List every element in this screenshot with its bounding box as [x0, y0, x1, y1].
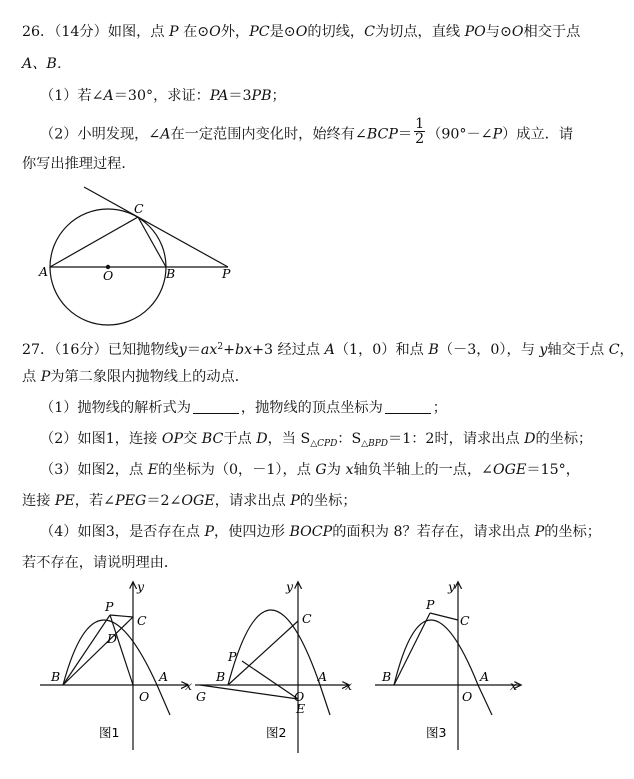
label-x: x	[510, 678, 518, 693]
label-c: C	[460, 613, 470, 628]
figure-2	[190, 575, 360, 755]
label-x: x	[345, 678, 353, 693]
q27-sub-2: （2）如图1，连接 OP交 BC于点 D，当 $S_{\triangle CPD}$：$S_{\triangle BPD}=1$：2时，请求出点 D的坐标；	[40, 431, 593, 449]
label-g: G	[196, 689, 206, 704]
segment-bc	[63, 617, 133, 685]
caption-fig3: 图3	[426, 725, 447, 740]
caption-fig1: 图1	[99, 725, 120, 740]
label-c: C	[137, 613, 147, 628]
q27-sub-3: （3）如图2，点 E的坐标为（0，－1），点 G为 x轴负半轴上的一点，∠OGE＝15°，	[40, 462, 580, 478]
q26-line-2: A、B．	[22, 56, 72, 72]
figure-1	[35, 575, 200, 755]
label-p: P	[105, 599, 114, 614]
label-b: B	[51, 669, 61, 684]
q27-sub-1: （1）抛物线的解析式为 ，抛物线的顶点坐标为 ；	[40, 400, 447, 416]
label-d: D	[107, 631, 118, 646]
label-c: C	[134, 201, 144, 216]
label-p: P	[228, 649, 237, 664]
label-e: E	[296, 701, 306, 716]
label-o: O	[294, 689, 305, 704]
segment-pc	[110, 615, 133, 617]
q27-line-1: 27．（16分）已知抛物线$y=ax^2+bx+3$ 经过点 A（1，0）和点 B（－3，0），与 y轴交于点 C，	[22, 342, 634, 358]
label-y: y	[286, 579, 294, 594]
q27-sub-3-line-2: 连接 PE，若∠PEG＝2∠OGE，请求出点 P的坐标；	[22, 493, 357, 509]
segment-bp	[63, 615, 110, 685]
caption-fig2: 图2	[266, 725, 287, 740]
q26-sub-1: （1）若∠A＝30°，求证：PA＝3PB；	[40, 88, 286, 104]
label-o: O	[462, 689, 473, 704]
label-a: A	[318, 669, 328, 684]
answer-blank-2[interactable]	[385, 399, 431, 414]
chord-ac	[50, 217, 138, 267]
label-p: P	[222, 266, 231, 281]
segment-pc	[430, 613, 458, 620]
label-o: O	[139, 689, 150, 704]
label-a: A	[159, 669, 169, 684]
label-y: y	[137, 579, 145, 594]
segment-op	[110, 615, 133, 685]
q26-sub-2: （2）小明发现，∠A在一定范围内变化时，始终有∠BCP＝ $\frac{1}{2}$ （90°－∠P）成立．请	[40, 116, 574, 147]
answer-blank-1[interactable]	[193, 399, 239, 414]
label-y: y	[448, 579, 456, 594]
label-b: B	[216, 669, 226, 684]
segment-pe	[242, 661, 298, 699]
label-c: C	[302, 611, 312, 626]
label-b: B	[166, 266, 176, 281]
label-a: A	[39, 264, 49, 279]
fraction-one-half: $\frac{1}{2}$	[415, 116, 425, 147]
parabola	[394, 620, 492, 715]
segment-ge	[200, 685, 298, 699]
figure-3	[370, 575, 535, 755]
label-x: x	[185, 678, 193, 693]
label-a: A	[480, 669, 490, 684]
q26-line-1: 26．（14分）如图，点 P 在⊙O外，PC是⊙O的切线，C为切点，直线 PO与⊙O相交于点	[22, 24, 581, 40]
tangent-line-pc	[84, 187, 228, 267]
label-b: B	[382, 669, 392, 684]
q27-sub-4-line-2: 若不存在，请说明理由．	[22, 555, 179, 571]
q27-line-2: 点 P为第二象限内抛物线上的动点．	[22, 369, 249, 385]
label-p: P	[426, 597, 435, 612]
segment-bp	[394, 613, 430, 685]
q26-sub-2-line-2: 你写出推理过程．	[22, 156, 136, 172]
label-o: O	[103, 268, 114, 283]
q26-figure	[0, 180, 300, 290]
q27-sub-4: （4）如图3，是否存在点 P，使四边形 BOCP的面积为 8？若存在，请求出点 P的坐标；	[40, 524, 601, 540]
